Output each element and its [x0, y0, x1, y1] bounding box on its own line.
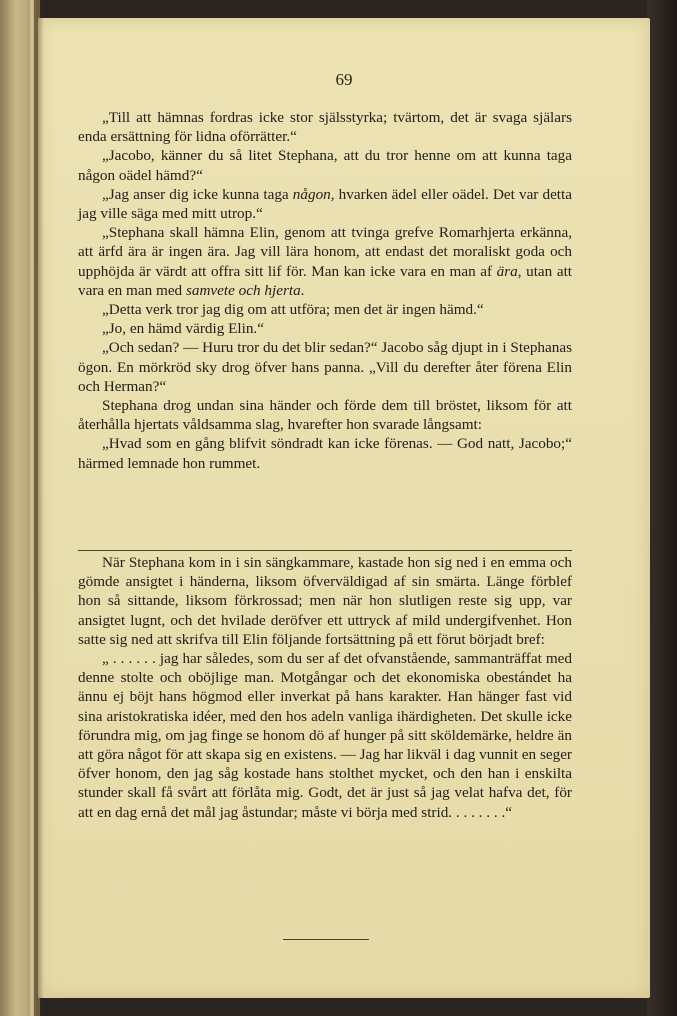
paragraph: „Detta verk tror jag dig om att utföra; men det är ingen hämd.“ [102, 301, 484, 319]
book-page [38, 18, 650, 998]
paragraph: „Till att hämnas fordras icke stor själsstyrka; tvärtom, det är svaga själars enda ersättning för lidna oförrätter.“ [78, 109, 572, 146]
dialogue-section [78, 108, 572, 473]
paragraph: Stephana drog undan sina händer och förde dem till bröstet, liksom för att återhålla hjertats våldsamma slag, hvarefter hon svarade långsamt: [78, 397, 572, 434]
book-cover-edge [647, 0, 677, 1016]
paragraph: „Jo, en hämd värdig Elin.“ [102, 320, 264, 338]
paragraph: „ . . . . . . jag har således, som du ser af det ofvanstående, sammanträffat med denne stolte och oböjlige man. Motgångar och det ekonomiska obestándet ha ännu ej böjt hans högmod eller inverkat på hans karakter. Han hänger fast vid sina aristokratiska idéer, med den hos adeln vanliga ihärdigheten. Det skulle icke förundra mig, om jag finge se honom dö af hunger på sitt sköldemärke, heldre än att göra något för att skapa sig en existens. — Jag har likväl i dag vunnit en seger öfver honom, den jag såg kostade hans stolthet mycket, och den han i enskilta stunder skall få svårt att förlåta mig. Godt, det är just så jag velat hafva det, för att en dag ernå det mål jag åstundar; måste vi börja med strid. . . . . . . .“ [78, 650, 572, 821]
section-divider [78, 550, 572, 551]
paragraph: „Hvad som en gång blifvit söndradt kan icke förenas. — God natt, Jacobo;“ härmed lemnade hon rummet. [78, 435, 572, 472]
spine-shadow [34, 0, 44, 1016]
paragraph: „Och sedan? — Huru tror du det blir sedan?“ Jacobo såg djupt in i Stephanas ögon. En mörkröd sky drog öfver hans panna. „Vill du derefter åter förena Elin och Herman?“ [78, 339, 572, 395]
paragraph: „Stephana skall hämna Elin, genom att tvinga grefve Romarhjerta erkänna, att ärfd ära är ingen ära. Jag vill lära honom, att endast det moraliskt goda och upphöjda är värdt att offra sitt lif för. Man kan icke vara en man af ära, utan att vara en man med samvete och hjerta. [78, 224, 573, 299]
paragraph: „Jag anser dig icke kunna taga någon, hvarken ädel eller oädel. Det var detta jag ville säga med mitt utrop.“ [78, 185, 572, 223]
paragraph: När Stephana kom in i sin sängkammare, kastade hon sig ned i en emma och gömde ansigtet i händerna, liksom öfverväldigad af sin smärta. Länge förblef hon så sittande, liksom förkrossad; men när hon slutligen reste sig upp, var ansigtet lugnt, och det hvilade deröfver ett uttryck af mild undergifvenhet. Hon satte sig ned att skrifva till Elin följande fortsättning på ett förut börjadt bref: [78, 554, 572, 648]
page-number: 69 [335, 70, 353, 89]
paragraph: „Jacobo, känner du så litet Stephana, att du tror henne om att kunna taga någon oädel hämd?“ [78, 147, 572, 184]
end-divider [283, 939, 369, 940]
letter-section [78, 553, 572, 822]
